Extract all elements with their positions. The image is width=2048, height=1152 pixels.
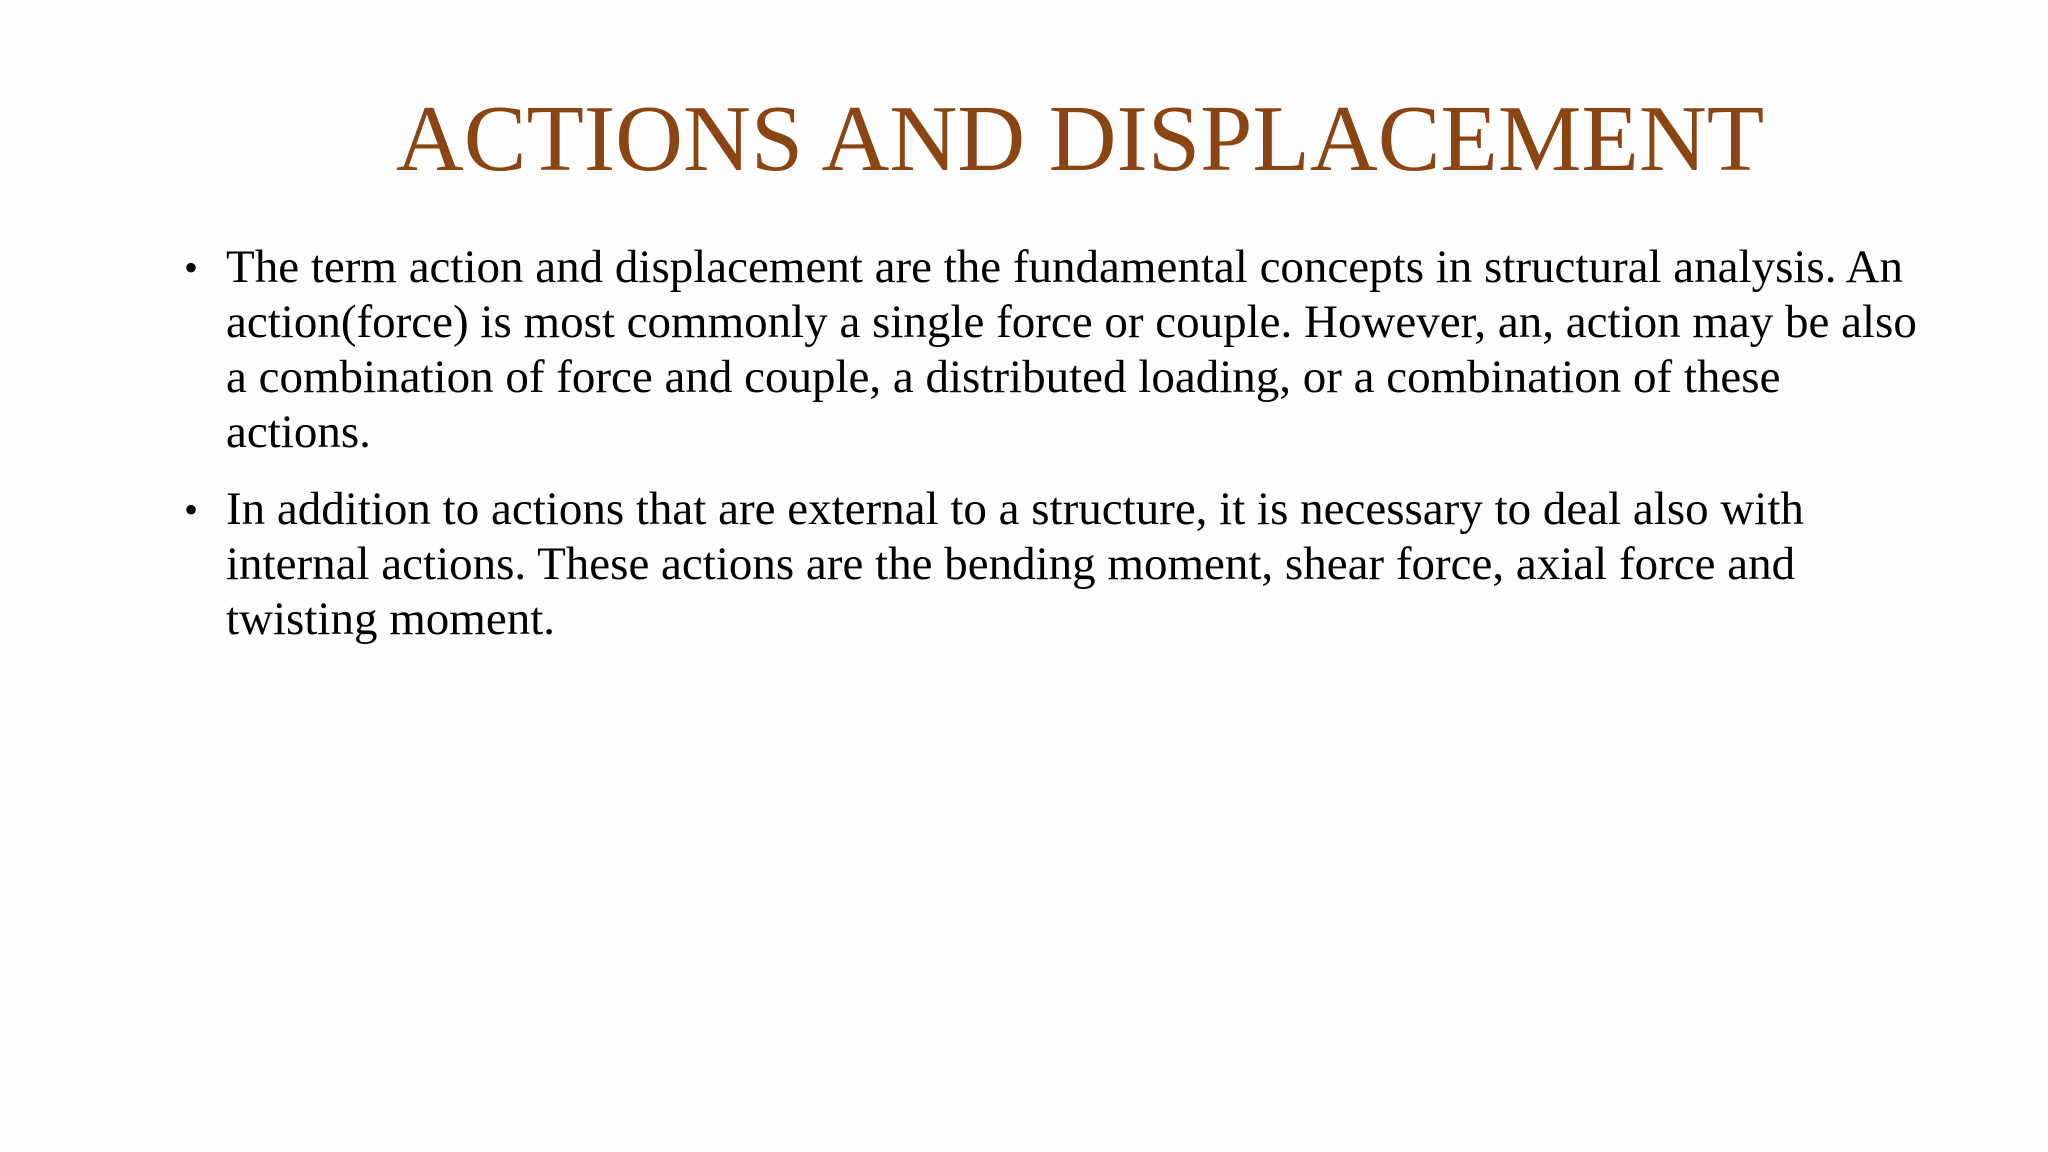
bullet-item-1 — [184, 240, 1924, 460]
bullet-list — [184, 240, 1924, 669]
slide-title: ACTIONS AND DISPLACEMENT — [395, 87, 1765, 191]
bullet-icon: • — [184, 245, 199, 290]
bullet-item-2 — [184, 482, 1924, 647]
bullet-icon: • — [184, 487, 199, 532]
bullet-text: In addition to actions that are external to a structure, it is necessary to deal also with internal actions. These actions are the bending moment, shear force, axial force and twisting moment. — [226, 483, 1804, 645]
bullet-text: The term action and displacement are the fundamental concepts in structural analysis. An action(force) is most commonly a single force or couple. However, an, action may be also a combination of force and couple, a distributed loading, or a combination of these actions. — [226, 241, 1917, 458]
